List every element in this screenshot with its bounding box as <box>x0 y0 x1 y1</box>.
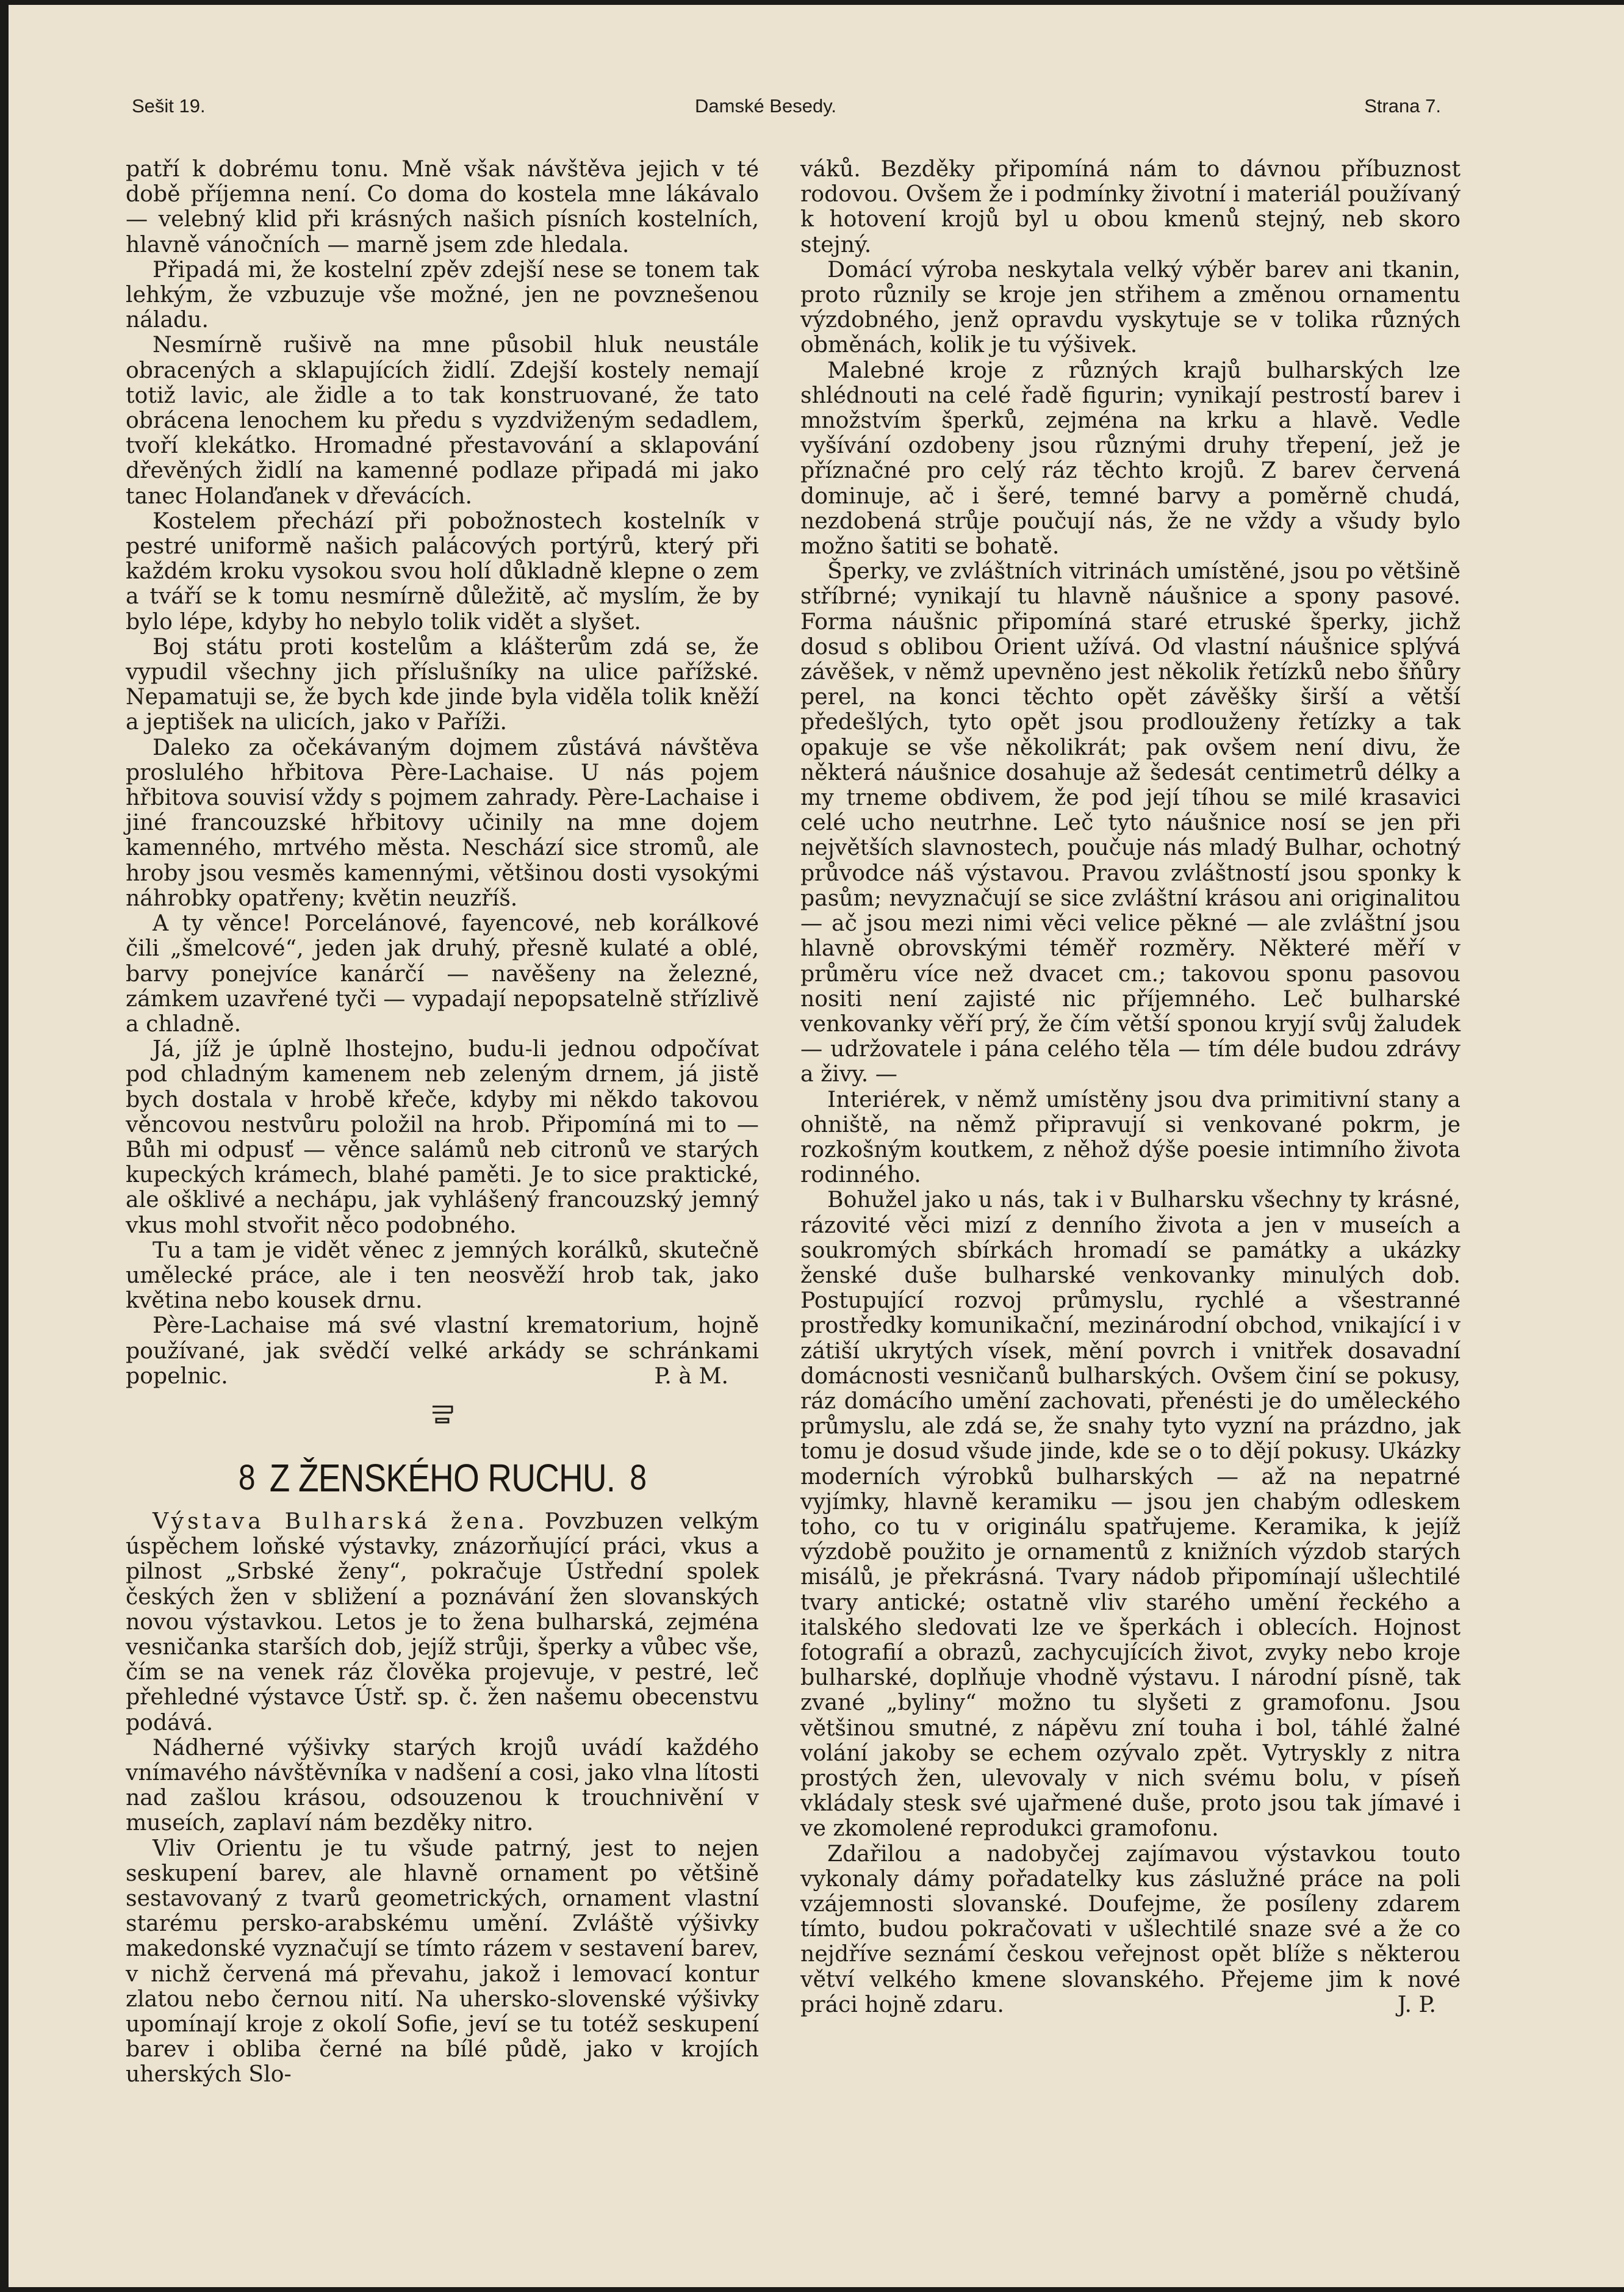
paragraph: Interiérek, v němž umístěny jsou dva primitivní stany a ohniště, na němž připravují si venkované pokrm, je rozkošným koutkem, z něhož dýše poesie intimního života rodinného. <box>800 1086 1461 1188</box>
hourglass-ornament-icon: 8 <box>238 1457 255 1497</box>
paragraph: Bohužel jako u nás, tak i v Bulharsku všechny ty krásné, rázovité věci mizí z denního života a jen v museích a soukromých sbírkách hromadí se památky a ukázky ženské duše bulharské venkovanky minulých dob. Postupující rozvoj průmyslu, rychlé a všestranné prostředky komunikační, mezinárodní obchod, vnikající i v zátiší ukrytých vísek, mění povrch i vnitřek dosavadní domácnosti vesničanů bulharských. Ovšem činí se pokusy, ráz domácího umění zachovati, přenésti je do uměleckého průmyslu, ale zdá se, že snahy tyto vyzní na prázdno, jak tomu je dosud všude jinde, kde se o to dějí pokusy. Ukázky moderních výrobků bulharských — až na nepatrné vyjímky, hlavně keramiku — jsou jen chabým odleskem toho, co tu v originálu spatřujeme. Keramika, k jejíž výzdobě použito je ornamentů z knižních výzdob starých misálů, je překrásná. Tvary nádob připomínají ušlechtilé tvary antické; ostatně vliv starého umění řeckého a italského sledovati lze ve šperkách i oblecích. Hojnost fotografií a obrazů, zachycujících život, zvyky nebo kroje bulharské, doplňuje vhodně výstavu. I národní písně, tak zvané „byliny“ možno tu slyšeti z gramofonu. Jsou většinou smutné, z nápěvu zní touha i bol, táhlé žalné volání jakoby se echem ozývalo zpět. Vytryskly z nitra prostých žen, ulevovaly v nich svému bolu, v píseň vkládaly stesk své ujařmené duše, proto jsou tak jímavé i ve zkomolené reprodukci gramofonu. <box>800 1186 1461 1842</box>
section-heading <box>170 1454 715 1502</box>
article-signature: P. à M. <box>654 1362 728 1389</box>
paragraph: Vliv Orientu je tu všude patrný, jest to nejen seskupení barev, ale hlavně ornament po většině sestavovaný z tvarů geometrických, ornament vlastní starému persko-arabskému umění. Zvláště výšivky makedonské vyznačují se tímto rázem v sestavení barev, v nichž červená má převahu, jakož i lemovací kontur zlatou nebo černou nití. Na uhersko-slovenské výšivky upomínají kroje z okolí Sofie, jeví se tu totéž seskupení barev i obliba černé na bílé půdě, jako v krojích uherských Slo- <box>126 1834 759 2088</box>
magazine-page <box>9 5 1624 2287</box>
right-column <box>800 156 1461 2017</box>
closing-text: Père-Lachaise má své vlastní krematorium, hojně používané, jak svědčí velké arkády se schránkami popelnic. <box>126 1312 759 1389</box>
paragraph: patří k dobrému tonu. Mně však návštěva jejich v té době příjemna není. Co doma do kostela mne lákávalo — velebný klid při krásných našich písních kostelních, hlavně vánočních — marně jsem zde hledala. <box>126 156 759 258</box>
paragraph: Já, jíž je úplně lhostejno, budu-li jednou odpočívat pod chladným kamenem neb zeleným drnem, já jistě bych dostala v hrobě křeče, kdyby mi někdo takovou věncovou nestvůru položil na hrob. Připomíná mi to — Bůh mi odpusť — věnce salámů neb citronů ve starých kupeckých krámech, blahé paměti. Je to sice praktické, ale ošklivé a nechápu, jak vyhlášený francouzský jemný vkus mohl stvořit něco podobného. <box>126 1036 759 1238</box>
article-signature: J. P. <box>1397 1991 1436 2017</box>
section-lead: Výstava Bulharská žena. <box>153 1507 528 1534</box>
paragraph: Boj státu proti kostelům a klášterům zdá se, že vypudil všechny jich příslušníky na ulice pařížské. Nepamatuji se, že bych kde jinde byla viděla tolik kněží a jeptišek na ulicích, jako v Paříži. <box>126 633 759 735</box>
paragraph: Kostelem přechází při pobožnostech kostelník v pestré uniformě našich palácových portýrů, který při každém kroku vysokou svou holí důkladně klepne o zem a tváří se k tomu nesmírně důležitě, ač myslím, že by bylo lépe, kdyby ho nebylo tolik vidět a slyšet. <box>126 507 759 635</box>
magazine-title: Damské Besedy. <box>695 95 837 117</box>
paragraph: Nádherné výšivky starých krojů uvádí každého vnímavého návštěvníka v nadšení a cosi, jako vlna lítosti nad zašlou krásou, odsouzenou k trouchnivění v museích, zaplaví nám bezděky nitro. <box>126 1734 759 1836</box>
paragraph-text: Povzbuzen velkým úspěchem loňské výstavky, znázorňující práci, vkus a pilnost „Srbské ženy“, pokračuje Ústřední spolek českých žen v sbližení a poznávání žen slovanských novou výstavkou. Letos je to žena bulharská, zejména vesničanka starších dob, jejíž strůji, šperky a vůbec vše, čím se na venek ráz člověka projevuje, v pestré, leč přehledné výstavce Ústř. sp. č. žen našemu obecenstvu podává. <box>126 1507 759 1735</box>
paragraph: Nesmírně rušivě na mne působil hluk neustále obracených a sklapujících židlí. Zdejší kostely nemají totiž lavic, ale židle a to tak konstruované, že tato obrácena lenochem ku předu s vyzdviženým sedadlem, tvoří klekátko. Hromadné přestavování a sklapování dřevěných židlí na kamenné podlaze připadá mi jako tanec Holanďanek v dřevácích. <box>126 331 759 509</box>
closing-paragraph <box>126 1313 759 1388</box>
closing-paragraph <box>800 1841 1461 2017</box>
running-header <box>9 95 1624 132</box>
paragraph: Malebné kroje z různých krajů bulharských lze shlédnouti na celé řadě figurin; vynikají pestrostí barev i množstvím šperků, zejména na krku a hlavě. Vedle vyšívání ozdobeny jsou různými druhy třepení, jež je příznačné pro celý ráz těchto krojů. Z barev červená dominuje, ač i šeré, temné barvy a poměrně chudá, nezdobená strůje poučují nás, že ne vždy a všudy bylo možno šatiti se bohatě. <box>800 356 1461 560</box>
paragraph: Domácí výroba neskytala velký výběr barev ani tkanin, proto různily se kroje jen střihem a změnou ornamentu výzdobného, jenž opravdu vyskytuje se v tolika různých obměnách, kolik je tu výšivek. <box>800 256 1461 358</box>
section-divider-ornament <box>126 1404 759 1429</box>
hourglass-ornament-icon: 8 <box>630 1457 647 1497</box>
paragraph: Připadá mi, že kostelní zpěv zdejší nese se tonem tak lehkým, že vzbuzuje vše možné, jen ne povznešenou náladu. <box>126 256 759 333</box>
left-column <box>126 156 759 2087</box>
paragraph: A ty věnce! Porcelánové, fayencové, neb korálkové čili „šmelcové“, jeden jak druhý, přesně kulaté a oblé, barvy ponejvíce kanárčí — navěšeny na železné, zámkem uzavřené tyči — vypadají nepopsatelně střízlivě a chladně. <box>126 910 759 1037</box>
paragraph: Daleko za očekávaným dojmem zůstává návštěva proslulého hřbitova Père-Lachaise. U nás pojem hřbitova souvisí vždy s pojmem zahrady. Père-Lachaise i jiné francouzské hřbitovy učinily na mne dojem kamenného, mrtvého města. Neschází sice stromů, ale hroby jsou vesměs kamennými, většinou dosti vysokými náhrobky opatřeny; květin neuzříš. <box>126 733 759 911</box>
closing-text: Zdařilou a nadobyčej zajímavou výstavkou touto vykonaly dámy pořadatelky kus záslužné práce na poli vzájemnosti slovanské. Doufejme, že posíleny zdarem tímto, budou pokračovati v ušlechtilé snaze své a že co nejdříve seznámí českou veřejnost opět blíže s některou větví velkého kmene slovanského. Přejeme jim k nové práci hojně zdaru. <box>800 1840 1461 2017</box>
section-heading-text: Z ŽENSKÉHO RUCHU. <box>269 1455 616 1500</box>
issue-number: Sešit 19. <box>132 95 206 117</box>
page-number: Strana 7. <box>1364 95 1441 117</box>
paragraph: Šperky, ve zvláštních vitrinách umístěné, jsou po většině stříbrné; vynikají tu hlavně náušnice a spony pasové. Forma náušnic připomíná staré etruské šperky, jichž dosud s oblibou Orient užívá. Od vlastní náušnice splývá závěšek, v němž upevněno jest několik řetízků nebo šňůry perel, na konci těchto opět závěšky širší a větší předešlých, tyto opět jsou prodlouženy řetízky a tak opakuje se vše několikrát; pak ovšem není divu, že některá náušnice dosahuje až šedesát centimetrů délky a my trneme obdivem, že pod její tíhou se milé krasavici celé ucho neutrhne. Leč tyto náušnice nosí se jen při největších slavnostech, poučuje nás mladý Bulhar, ochotný průvodce náš výstavou. Pravou zvláštností jsou sponky k pasům; nevyznačují se sice zvláštní krásou ani originalitou — ač jsou mezi nimi věci velice pěkné — ale zvláštní jsou hlavně obrovskými téměř rozměry. Některé měří v průměru více než dvacet cm.; takovou sponu pasovou nositi není zajisté nic příjemného. Leč bulharské venkovanky věří prý, že čím větší sponou kryjí svůj žaludek — udržovatele i pána celého těla — tím déle budou zdrávy a živy. — <box>800 558 1461 1087</box>
paragraph <box>126 1508 759 1735</box>
paragraph: váků. Bezděky připomíná nám to dávnou příbuznost rodovou. Ovšem že i podmínky životní i materiál používaný k hotovení krojů byl u obou kmenů stejný, neb skoro stejný. <box>800 156 1461 258</box>
paragraph: Tu a tam je vidět věnec z jemných korálků, skutečně umělecké práce, ale i ten neosvěží hrob tak, jako květina nebo kousek drnu. <box>126 1236 759 1314</box>
ornament-icon <box>430 1404 455 1425</box>
